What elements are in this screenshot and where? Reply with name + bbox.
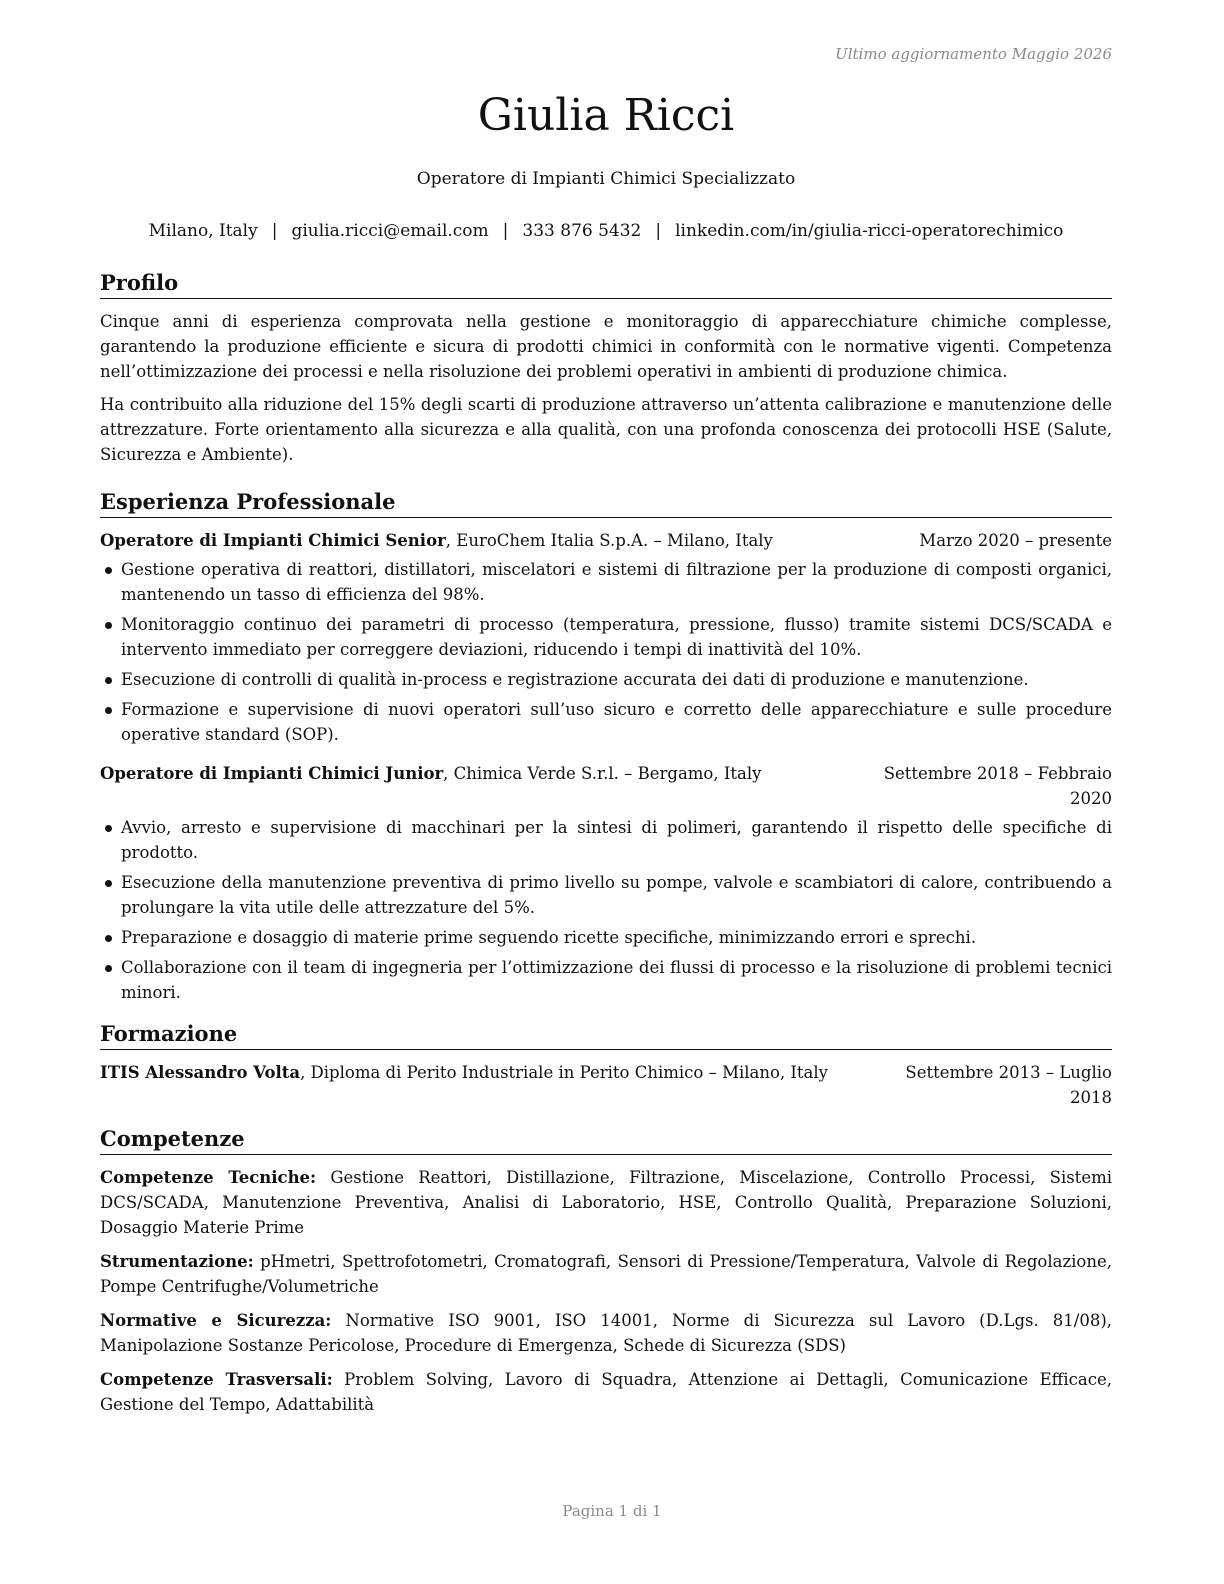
skill-label: Normative e Sicurezza: [100, 1311, 332, 1330]
profile-paragraph: Ha contribuito alla riduzione del 15% degli scarti di produzione attraverso un’attenta calibrazione e manutenzione delle attrezzature. Forte orientamento alla sicurezza e alla qualità, con una profonda conoscenza dei protocolli HSE (Salute, Sicurezza e Ambiente). [100, 395, 1112, 464]
entry-header [100, 528, 1112, 553]
education-dates: Settembre 2013 – Luglio 2018 [905, 1063, 1112, 1107]
contact-phone: 333 876 5432 [522, 221, 642, 241]
list-item: Gestione operativa di reattori, distillatori, miscelatori e sistemi di filtrazione per la produzione di composti organici, mantenendo un tasso di efficienza del 98%. [100, 557, 1112, 607]
bullet-list [100, 815, 1112, 1005]
list-item: Avvio, arresto e supervisione di macchinari per la sintesi di polimeri, garantendo il rispetto delle specifiche di prodotto. [100, 815, 1112, 865]
resume-content [100, 268, 1112, 1426]
bullet-list [100, 557, 1112, 747]
contact-email[interactable]: giulia.ricci@email.com [291, 221, 489, 241]
entry-header [100, 761, 1112, 811]
job-title: Operatore di Impianti Chimici Specializzato [416, 169, 796, 189]
last-updated: Ultimo aggiornamento Maggio 2026 [835, 45, 1112, 63]
skill-value: Gestione Reattori, Distillazione, Filtrazione, Miscelazione, Controllo Processi, Sistemi DCS/SCADA, Manutenzione Preventiva, Analisi di Laboratorio, HSE, Controllo Qualità, Preparazione Soluzioni, Dosaggio Materie Prime [100, 1168, 1113, 1237]
list-item: Preparazione e dosaggio di materie prime seguendo ricette specifiche, minimizzando errori e sprechi. [100, 925, 1112, 950]
separator: | [271, 221, 278, 241]
job-dates: Marzo 2020 – presente [919, 531, 1112, 550]
skill-value: pHmetri, Spettrofotometri, Cromatografi, Sensori di Pressione/Temperatura, Valvole di Regolazione, Pompe Centrifughe/Volumetriche [100, 1252, 1112, 1296]
skill-group [100, 1165, 1112, 1240]
contact-linkedin[interactable]: linkedin.com/in/giulia-ricci-operatorechimico [675, 221, 1064, 241]
job-role: Operatore di Impianti Chimici Junior [100, 764, 444, 783]
contact-line [100, 219, 1112, 243]
skill-label: Strumentazione: [100, 1252, 254, 1271]
section-title-experience: Esperienza Professionale [100, 487, 1112, 518]
contact-location: Milano, Italy [148, 221, 258, 241]
job-company: , EuroChem Italia S.p.A. – Milano, Italy [445, 531, 773, 550]
skill-value: Normative ISO 9001, ISO 14001, Norme di Sicurezza sul Lavoro (D.Lgs. 81/08), Manipolazione Sostanze Pericolose, Procedure di Emergenza, Schede di Sicurezza (SDS) [100, 1311, 1112, 1355]
experience-entry [100, 761, 1112, 1005]
section-title-skills: Competenze [100, 1124, 1112, 1155]
skill-value: Problem Solving, Lavoro di Squadra, Attenzione ai Dettagli, Comunicazione Efficace, Gestione del Tempo, Adattabilità [100, 1370, 1112, 1414]
job-dates: Settembre 2018 – Febbraio 2020 [883, 764, 1112, 808]
list-item: Esecuzione di controlli di qualità in-process e registrazione accurata dei dati di produzione e manutenzione. [100, 667, 1112, 692]
list-item: Collaborazione con il team di ingegneria per l’ottimizzazione dei flussi di processo e la risoluzione di problemi tecnici minori. [100, 955, 1112, 1005]
experience-entry [100, 528, 1112, 747]
skill-label: Competenze Trasversali: [100, 1370, 333, 1389]
skill-group [100, 1308, 1112, 1358]
separator: | [502, 221, 509, 241]
list-item: Formazione e supervisione di nuovi operatori sull’uso sicuro e corretto delle apparecchiature e sulle procedure operative standard (SOP). [100, 697, 1112, 747]
skill-label: Competenze Tecniche: [100, 1168, 317, 1187]
profile-paragraph: Cinque anni di esperienza comprovata nella gestione e monitoraggio di apparecchiature chimiche complesse, garantendo la produzione efficiente e sicura di prodotti chimici in conformità con le normative vigenti. Competenza nell’ottimizzazione dei processi e nella risoluzione dei problemi operativi in ambienti di produzione chimica. [100, 312, 1112, 381]
education-entry [100, 1060, 1112, 1110]
job-company: , Chimica Verde S.r.l. – Bergamo, Italy [443, 764, 762, 783]
list-item: Esecuzione della manutenzione preventiva di primo livello su pompe, valvole e scambiatori di calore, contribuendo a prolungare la vita utile delle attrezzature del 5%. [100, 870, 1112, 920]
list-item: Monitoraggio continuo dei parametri di processo (temperatura, pressione, flusso) tramite sistemi DCS/SCADA e intervento immediato per correggere deviazioni, riducendo i tempi di inattività del 10%. [100, 612, 1112, 662]
separator: | [655, 221, 662, 241]
section-title-education: Formazione [100, 1019, 1112, 1050]
page-number: Pagina 1 di 1 [562, 1502, 662, 1520]
school-name: ITIS Alessandro Volta [100, 1063, 301, 1082]
degree: , Diploma di Perito Industriale in Perito Chimico – Milano, Italy [300, 1063, 828, 1082]
skill-group [100, 1249, 1112, 1299]
skill-group [100, 1367, 1112, 1417]
section-title-profile: Profilo [100, 268, 1112, 299]
candidate-name: Giulia Ricci [477, 90, 735, 141]
job-role: Operatore di Impianti Chimici Senior [100, 531, 446, 550]
